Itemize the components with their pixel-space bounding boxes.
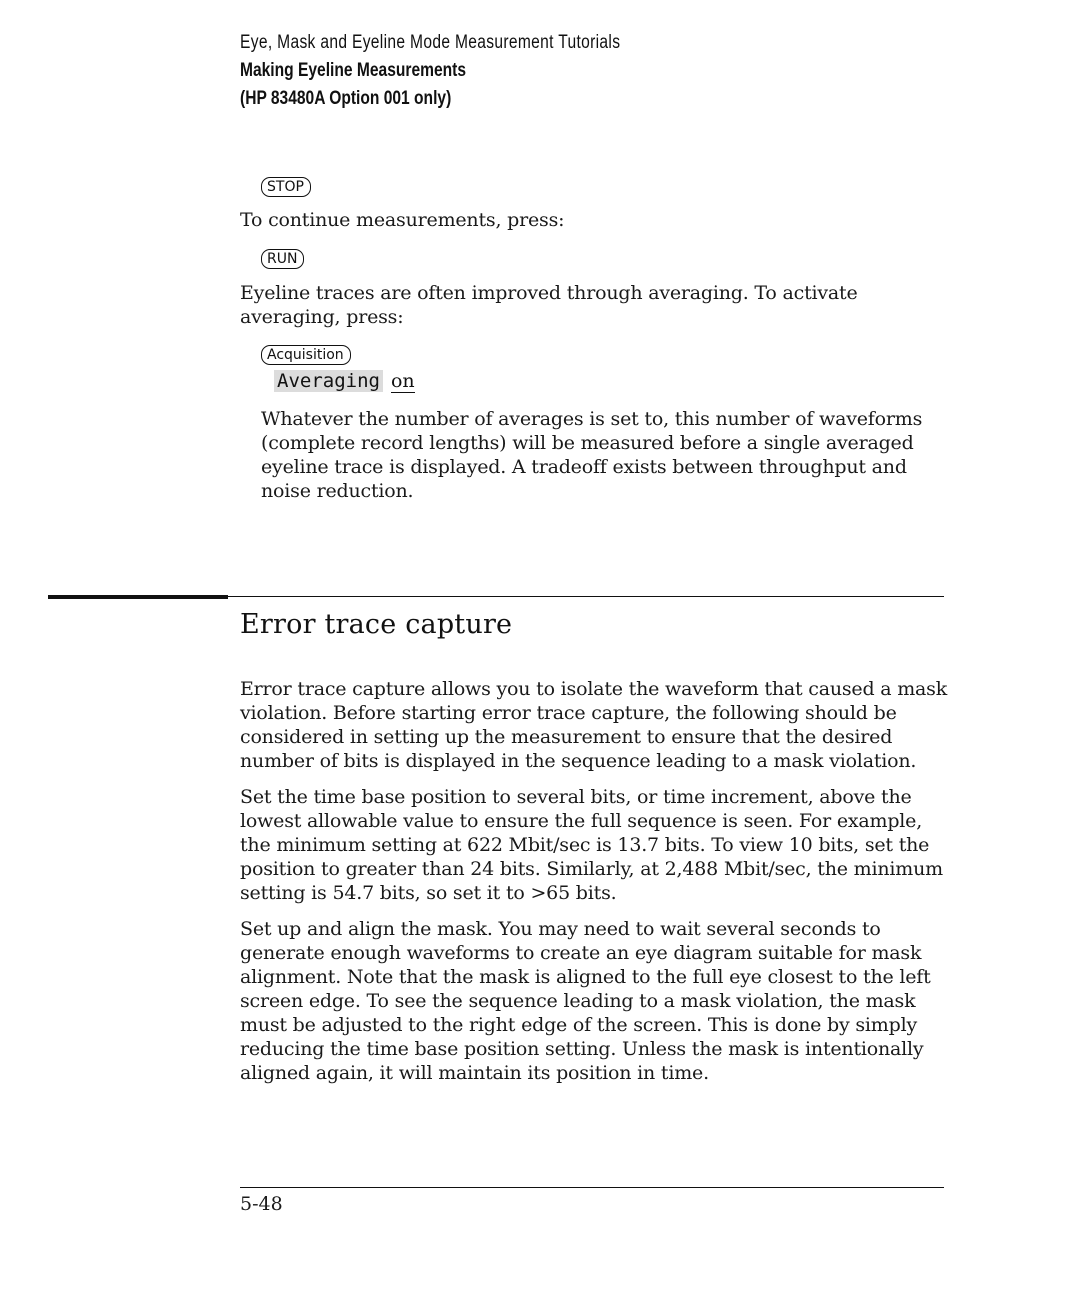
acquisition-key: Acquisition	[261, 345, 351, 365]
footer-rule	[240, 1187, 944, 1188]
section-rule	[228, 596, 944, 597]
averaging-intro: Eyeline traces are often improved through averaging. To activate averaging, press:	[240, 282, 858, 328]
page-number: 5-48	[240, 1193, 283, 1215]
run-key: RUN	[261, 249, 304, 269]
running-header-subsection: (HP 83480A Option 001 only)	[240, 88, 452, 109]
run-key-row	[261, 248, 304, 269]
running-header-chapter: Eye, Mask and Eyeline Mode Measurement Tutorials	[240, 32, 621, 53]
section-paragraph-1: Error trace capture allows you to isolate the waveform that caused a mask violation. Before starting error trace capture, the following should be considered in setting up the measurement to ensure that the desired number of bits is displayed in the sequence leading to a mask violation.	[240, 678, 948, 772]
running-header-section: Making Eyeline Measurements	[240, 60, 466, 81]
averaging-note: Whatever the number of averages is set to, this number of waveforms (complete record lengths) will be measured before a single averaged eyeline trace is displayed. A tradeoff exists between throughput and noise reduction.	[261, 408, 923, 502]
stop-key-row	[261, 176, 311, 197]
continue-prompt: To continue measurements, press:	[240, 209, 565, 231]
section-paragraph-2: Set the time base position to several bits, or time increment, above the lowest allowable value to ensure the full sequence is seen. For example, the minimum setting at 622 Mbit/sec is 13.7 bits. To view 10 bits, set the position to greater than 24 bits. Similarly, at 2,488 Mbit/sec, the minimum setting is 54.7 bits, so set it to >65 bits.	[240, 786, 943, 904]
section-paragraph-3: Set up and align the mask. You may need to wait several seconds to generate enough waveforms to create an eye diagram suitable for mask alignment. Note that the mask is aligned to the full eye closest to the left screen edge. To see the sequence leading to a mask violation, the mask must be adjusted to the right edge of the screen. This is done by simply reducing the time base position setting. Unless the mask is intentionally aligned again, it will maintain its position in time.	[240, 918, 931, 1084]
stop-key: STOP	[261, 177, 311, 197]
averaging-option-on: on	[390, 370, 415, 392]
section-marker-bar	[48, 595, 228, 599]
section-title: Error trace capture	[240, 609, 513, 640]
averaging-softkey-row	[274, 370, 415, 392]
acquisition-key-row	[261, 344, 351, 365]
averaging-softkey: Averaging	[274, 370, 383, 392]
